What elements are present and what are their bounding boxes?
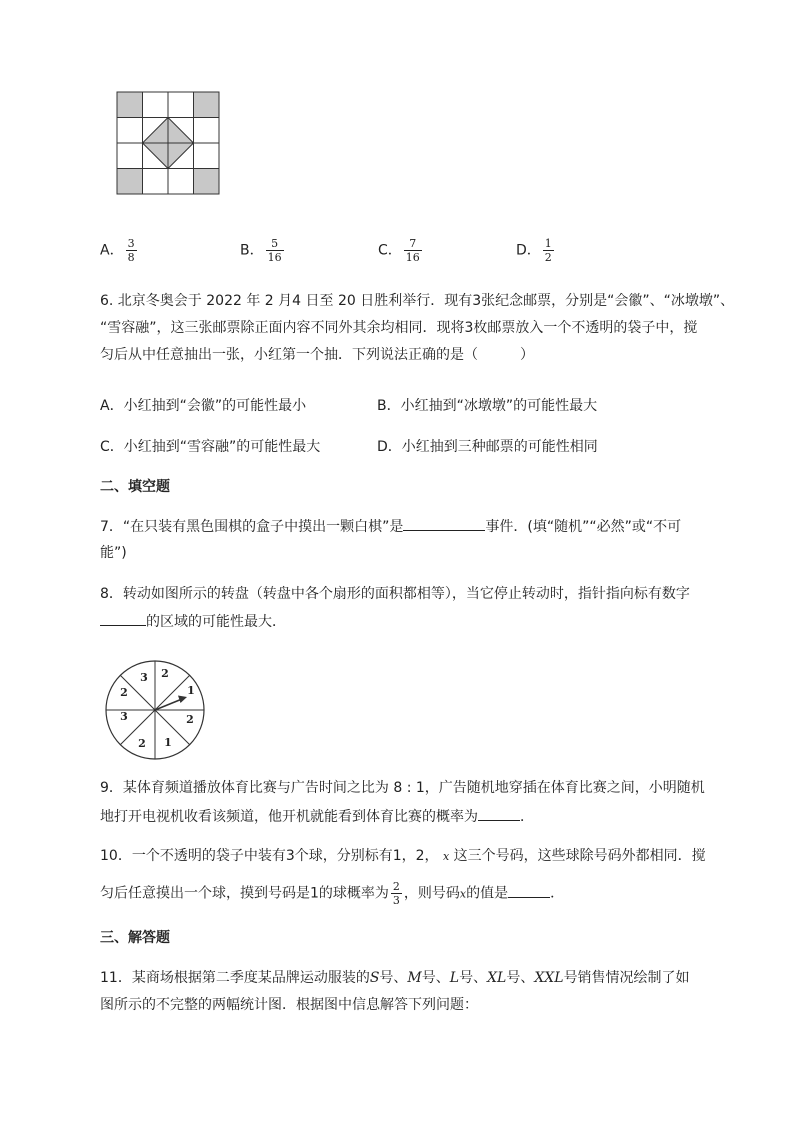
q10-line1: 10．一个不透明的袋子中装有3个球，分别标有1，2， x 这三个号码，这些球除号码外都相同．搅 [100, 848, 706, 864]
spinner-label: 3 [140, 671, 148, 684]
q10-line2: 匀后任意摸出一个球，摸到号码是1的球概率为 $\frac{2}{3}$ ，则号码x的值是 ． [100, 880, 565, 907]
q7-text-part2: 事件．(填“随机”“必然”或“不可 [485, 519, 682, 535]
q6-line1: 6. 北京冬奥会于 2022 年 2 月4 日至 20 日胜利举行．现有3张纪念邮票，分别是“会徽”、“冰墩墩”、 [100, 293, 735, 309]
spinner-label: 2 [120, 686, 128, 699]
q6-option-b[interactable]: B．小红抽到“冰墩墩”的可能性最大 [377, 398, 598, 414]
q7-answer-blank[interactable] [403, 516, 485, 531]
spinner-label: 1 [164, 736, 172, 749]
q9-line2: 地打开电视机收看该频道，他开机就能看到体育比赛的概率为 ． [100, 806, 534, 827]
fraction: $\frac{5}{16}$ [267, 237, 282, 264]
q8-line2 [100, 611, 286, 632]
size-xxl: XXL [534, 970, 564, 986]
fraction: $\frac{7}{16}$ [405, 237, 420, 264]
option-letter: D． [516, 242, 541, 259]
size-s: S [369, 970, 380, 986]
variable-x: x [443, 850, 450, 863]
option-letter: C． [378, 242, 402, 259]
fraction: $\frac{1}{2}$ [544, 237, 552, 264]
spinner-label: 1 [187, 684, 195, 697]
size-xl: XL [487, 970, 507, 986]
spinner-label: 3 [120, 710, 128, 723]
q8-text: 的区域的可能性最大． [146, 614, 286, 630]
q6-option-a[interactable]: A．小红抽到“会徽”的可能性最小 [100, 398, 307, 414]
q5-option-c[interactable] [378, 237, 424, 264]
q8-answer-blank[interactable] [100, 611, 146, 626]
q6-option-d[interactable]: D．小红抽到三种邮票的可能性相同 [377, 439, 598, 455]
q7-text-part1: 7．“在只装有黑色围棋的盒子中摸出一颗白棋”是 [100, 519, 404, 535]
spinner-label: 2 [186, 713, 194, 726]
q6-option-c[interactable]: C．小红抽到“雪容融”的可能性最大 [100, 439, 321, 455]
q7-line1 [100, 516, 681, 537]
q5-option-b[interactable] [240, 237, 286, 264]
spinner-label: 2 [138, 737, 146, 750]
size-m: M [407, 970, 422, 986]
q9-text: 地打开电视机收看该频道，他开机就能看到体育比赛的概率为 [100, 809, 478, 825]
q8-line1: 8．转动如图所示的转盘（转盘中各个扇形的面积都相等），当它停止转动时，指针指向标有数字 [100, 586, 690, 602]
spinner-label: 2 [161, 667, 169, 680]
fraction-two-thirds: $\frac{2}{3}$ [392, 880, 400, 907]
q11-line1: 11．某商场根据第二季度某品牌运动服装的S号、M号、L号、XL号、XXL号销售情况绘制了如 [100, 970, 690, 986]
variable-x: x [459, 887, 467, 901]
q9-answer-blank[interactable] [478, 806, 520, 821]
q7-line2: 能”) [100, 545, 127, 561]
q9-line1: 9．某体育频道播放体育比赛与广告时间之比为 8 : 1，广告随机地穿插在体育比赛之间，小明随机 [100, 780, 705, 796]
size-l: L [449, 970, 460, 986]
option-letter: A． [100, 242, 124, 259]
q10-answer-blank[interactable] [508, 883, 550, 898]
q5-option-a[interactable] [100, 237, 139, 264]
section-heading-answer: 三、解答题 [100, 930, 170, 946]
q6-line3: 匀后从中任意抽出一张，小红第一个抽．下列说法正确的是（ ） [100, 347, 534, 363]
option-letter: B． [240, 242, 264, 259]
q11-line2: 图所示的不完整的两幅统计图．根据图中信息解答下列问题： [100, 997, 478, 1013]
fraction: $\frac{3}{8}$ [127, 237, 135, 264]
q6-line2: “雪容融”，这三张邮票除正面内容不同外其余均相同．现将3枚邮票放入一个不透明的袋子中，搅 [100, 320, 698, 336]
section-heading-fill-in: 二、填空题 [100, 479, 170, 495]
spinner-figure [104, 659, 206, 761]
q5-option-d[interactable] [516, 237, 556, 264]
grid-figure [116, 91, 220, 195]
